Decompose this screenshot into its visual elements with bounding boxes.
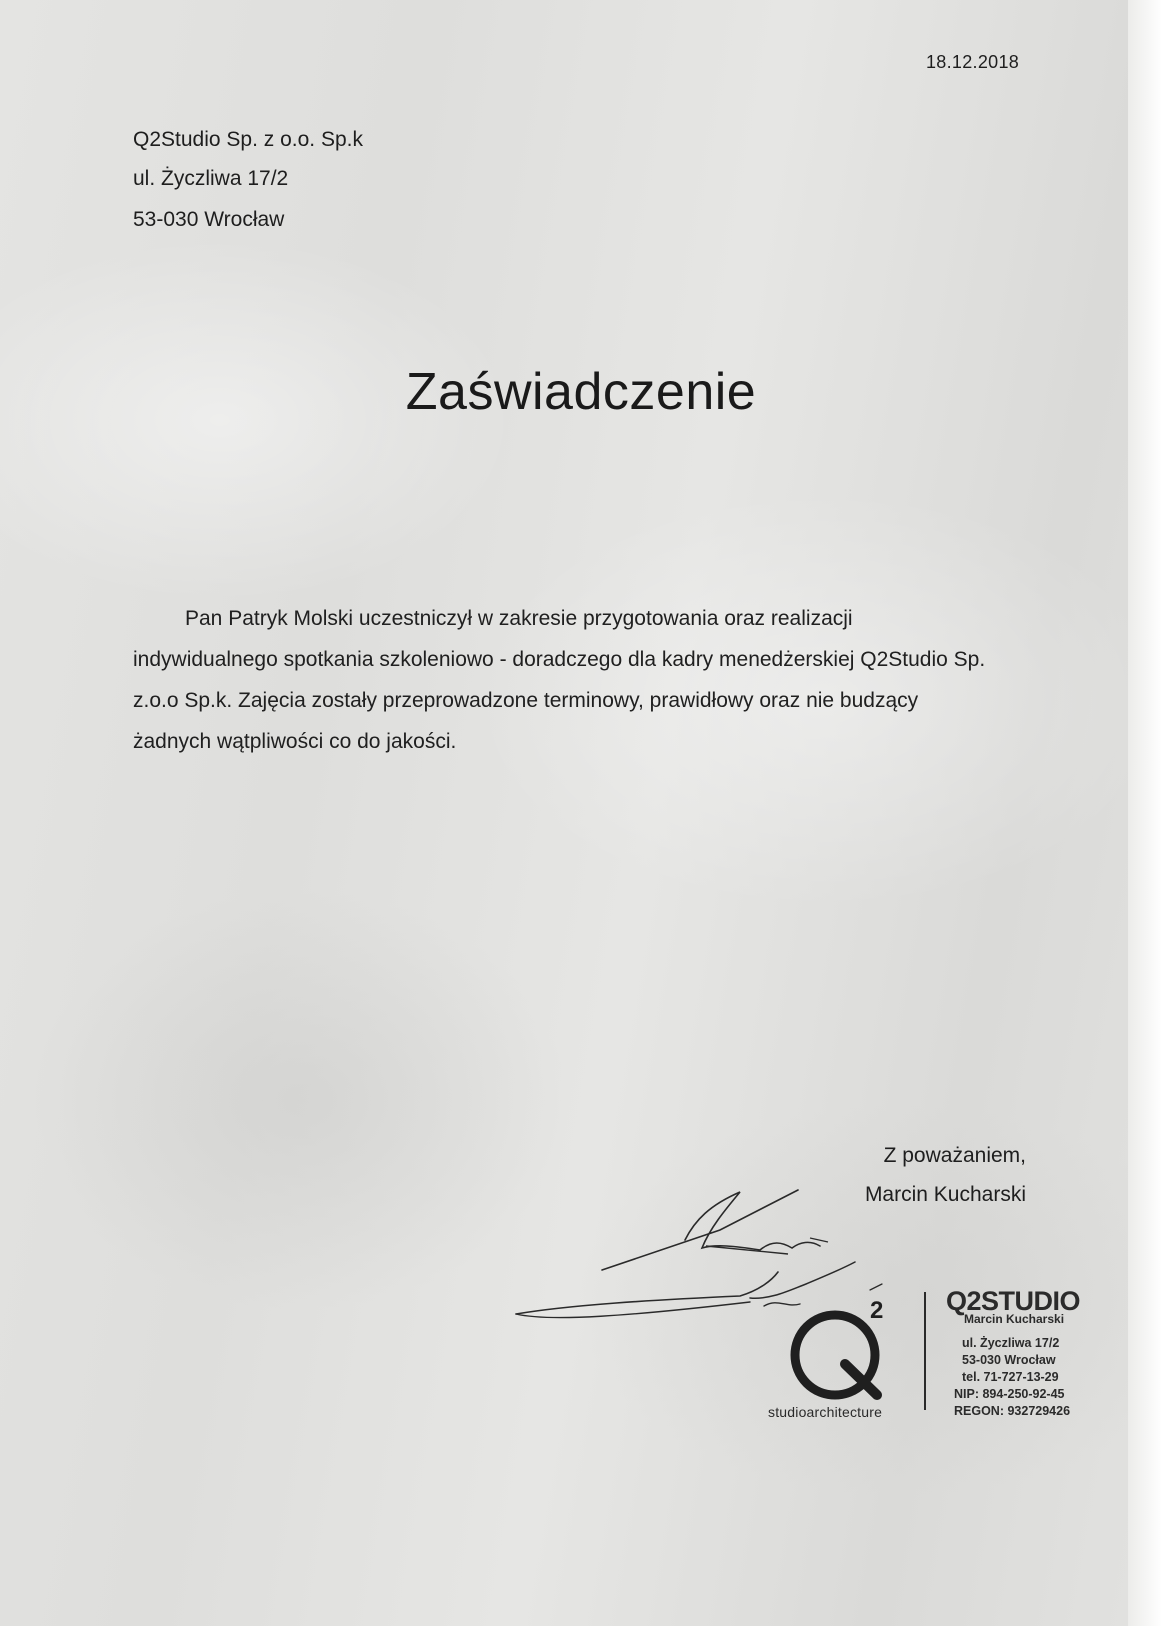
paper-edge <box>1128 0 1162 1626</box>
sender-street: ul. Życzliwa 17/2 <box>133 167 289 190</box>
svg-text:2: 2 <box>870 1297 884 1324</box>
closing-phrase: Z poważaniem, <box>883 1144 1026 1167</box>
stamp-city: 53-030 Wrocław <box>962 1353 1056 1367</box>
handwritten-signature <box>510 1180 890 1340</box>
sender-company: Q2Studio Sp. z o.o. Sp.k <box>133 128 363 151</box>
signatory-name: Marcin Kucharski <box>864 1183 1026 1206</box>
document-date: 18.12.2018 <box>926 52 1020 72</box>
document-title: Zaświadczenie <box>405 363 757 421</box>
stamp-regon: REGON: 932729426 <box>954 1404 1071 1418</box>
document-body: Pan Patryk Molski uczestniczył w zakresie przygotowania oraz realizacji indywidualnego spotkania szkoleniowo - doradczego dla kadry menedżerskiej Q2Studio Sp. z.o.o Sp.k. Zajęcia zostały przeprowadzone terminowy, prawidłowy oraz nie budzący żadnych wątpliwości co do jakości. <box>133 607 986 753</box>
stamp-nip: NIP: 894-250-92-45 <box>954 1387 1065 1401</box>
stamp-brand: Q2STUDIO <box>946 1286 1081 1316</box>
sender-city: 53-030 Wrocław <box>133 208 285 231</box>
stamp-phone: tel. 71-727-13-29 <box>962 1370 1059 1384</box>
logo-caption: studioarchitecture <box>768 1404 883 1420</box>
stamp-person: Marcin Kucharski <box>964 1312 1065 1326</box>
stamp-divider <box>924 1292 926 1410</box>
stamp-street: ul. Życzliwa 17/2 <box>962 1336 1060 1350</box>
